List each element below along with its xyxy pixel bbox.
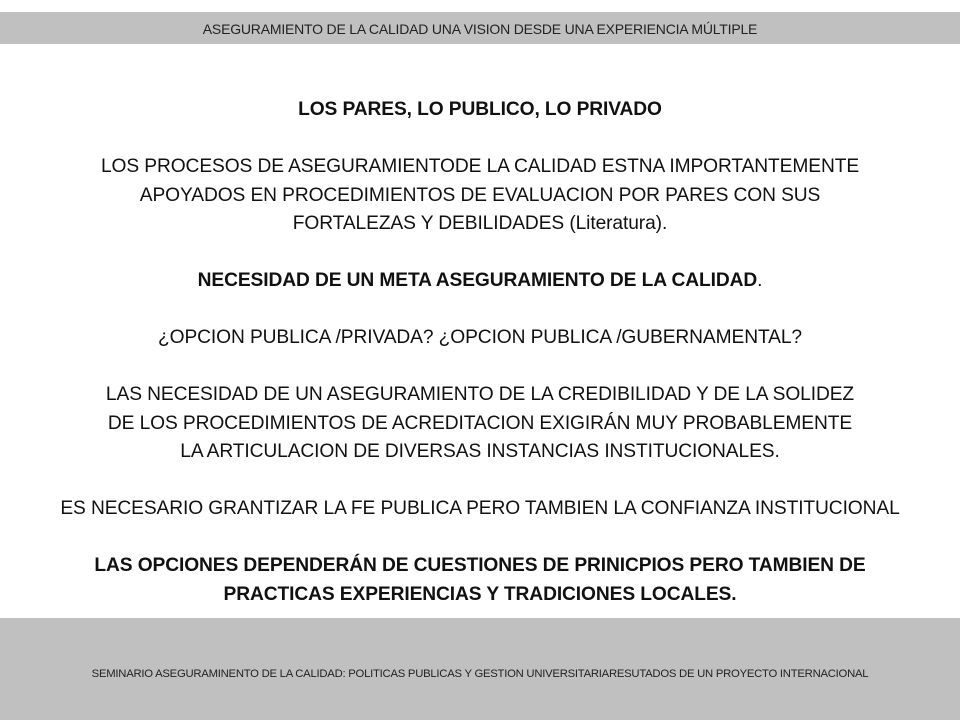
paragraph-line: LOS PROCESOS DE ASEGURAMIENTODE LA CALIDAD ESTNA IMPORTANTEMENTE [100, 156, 860, 177]
opcion-question: ¿OPCION PUBLICA /PRIVADA? ¿OPCION PUBLICA /GUBERNAMENTAL? [158, 327, 802, 348]
footer-bar [0, 618, 960, 720]
necesidad-end: . [757, 270, 763, 291]
paragraph-line: LA ARTICULACION DE DIVERSAS INSTANCIAS INSTITUCIONALES. [180, 441, 780, 462]
slide-heading: LOS PARES, LO PUBLICO, LO PRIVADO [298, 99, 662, 120]
header-bar [0, 12, 960, 44]
fe-publica-line: ES NECESARIO GRANTIZAR LA FE PUBLICA PERO TAMBIEN LA CONFIANZA INSTITUCIONAL [60, 498, 900, 519]
slide-body [0, 96, 960, 609]
header-title: ASEGURAMIENTO DE LA CALIDAD UNA VISION DESDE UNA EXPERIENCIA MÚLTIPLE [202, 21, 758, 37]
footer-text: SEMINARIO ASEGURAMINENTO DE LA CALIDAD: POLITICAS PUBLICAS Y GESTION UNIVERSITARIARESUTADOS DE UN PROYECTO INTERNACIONAL [91, 668, 869, 680]
paragraph-line: FORTALEZAS Y DEBILIDADES (Literatura). [292, 213, 668, 234]
paragraph-line: DE LOS PROCEDIMIENTOS DE ACREDITACION EXIGIRÁN MUY PROBABLEMENTE [107, 412, 853, 434]
conclusion-line: LAS OPCIONES DEPENDERÁN DE CUESTIONES DE PRINICPIOS PERO TAMBIEN DE [94, 555, 866, 576]
paragraph-line: APOYADOS EN PROCEDIMIENTOS DE EVALUACION POR PARES CON SUS [139, 184, 821, 206]
paragraph-line: LAS NECESIDAD DE UN ASEGURAMIENTO DE LA CREDIBILIDAD Y DE LA SOLIDEZ [105, 384, 855, 405]
necesidad-line [0, 267, 960, 296]
necesidad-bold-text: NECESIDAD DE UN META ASEGURAMIENTO DE LA CALIDAD [197, 270, 758, 291]
conclusion-line: PRACTICAS EXPERIENCIAS Y TRADICIONES LOCALES. [223, 583, 737, 605]
